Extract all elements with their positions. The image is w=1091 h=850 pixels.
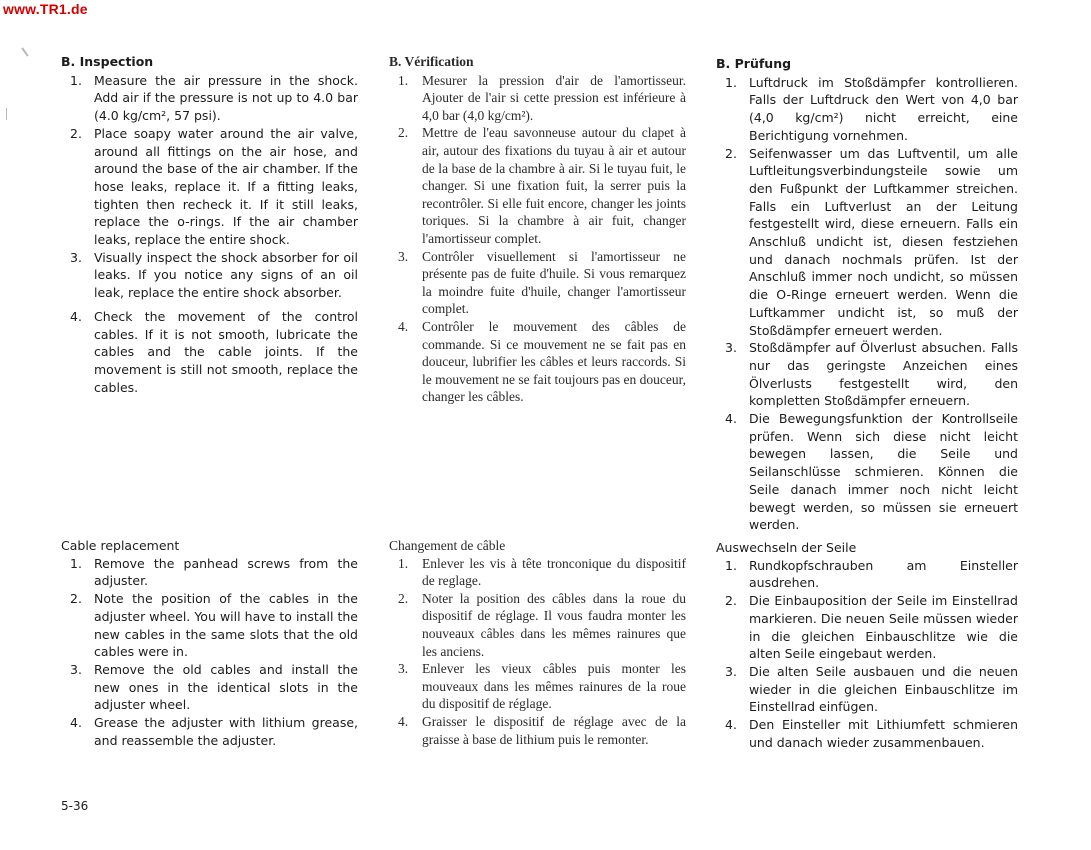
scan-speck bbox=[6, 108, 7, 120]
english-inspection-heading: B. Inspection bbox=[61, 54, 154, 69]
list-item: 4. Die Bewegungsfunktion der Kontrollseile prüfen. Wenn sich diese nicht leicht bewegen lassen, die Seile und Seilanschlüsse schmieren. Können die Seile danach immer noch nicht leicht bewegt werden, so müssen sie erneuert werden. bbox=[725, 411, 1018, 533]
list-item: 3. Stoßdämpfer auf Ölverlust absuchen. Falls nur das geringste Anzeichen eines Ölverlusts festgestellt wird, den kompletten Stoßdämpfer erneuern. bbox=[725, 340, 1018, 409]
english-cable-section bbox=[61, 537, 358, 749]
list-item: 4. Grease the adjuster with lithium grease, and reassemble the adjuster. bbox=[70, 715, 358, 748]
scan-speck bbox=[21, 47, 28, 56]
list-item: 2. Die Einbauposition der Seile im Einstellrad markieren. Die neuen Seile müssen wieder in die gleichen Einbauschlitze wie die alten Seile eingebaut werden. bbox=[725, 593, 1018, 662]
list-item: 1. Remove the panhead screws from the adjuster. bbox=[70, 555, 358, 589]
list-item: 3. Die alten Seile ausbauen und die neuen wieder in die gleichen Einbauschlitze im Einstellrad einfügen. bbox=[725, 663, 1018, 715]
list-item: 3. Enlever les vieux câbles puis monter les mouveaux dans les mêmes rainures de la roue du dispositif de réglage. bbox=[398, 661, 686, 712]
list-item: 3. Remove the old cables and install the new ones in the identical slots in the adjuster wheel. bbox=[70, 661, 358, 713]
list-item: 3. Visually inspect the shock absorber for oil leaks. If you notice any signs of an oil leak, replace the entire shock absorber. bbox=[70, 249, 358, 301]
english-cable-heading: Cable replacement bbox=[61, 538, 180, 553]
list-item: 1. Mesurer la pression d'air de l'amortisseur. Ajouter de l'air si cette pression est inférieure à 4,0 bar (4,0 kg/cm²). bbox=[398, 72, 686, 123]
list-item: 4. Den Einsteller mit Lithiumfett schmieren und danach wieder zusammenbauen. bbox=[725, 717, 1018, 750]
french-inspection-section bbox=[389, 53, 686, 406]
list-item: 2. Mettre de l'eau savonneuse autour du clapet à air, autour des fixations du tuyau à air et autour de la base de la chambre à air. Si le tuyau fuit, le changer. Si une fixation fuit, la serrer puis la recontrôler. Si elle fuit encore, changer les joints toriques. Si la chambre à air fuit, changer l'amortisseur complet. bbox=[398, 125, 686, 246]
german-inspection-heading: B. Prüfung bbox=[716, 56, 792, 71]
list-item: 1. Luftdruck im Stoßdämpfer kontrollieren. Falls der Luftdruck den Wert von 4,0 bar (4,0 kg/cm²) nicht erreicht, eine Berichtigung vornehmen. bbox=[725, 74, 1018, 143]
german-cable-list bbox=[716, 557, 1018, 752]
german-inspection-section bbox=[716, 55, 1018, 534]
watermark-text: www.TR1.de bbox=[3, 1, 88, 17]
page-number: 5-36 bbox=[61, 799, 89, 813]
german-cable-heading: Auswechseln der Seile bbox=[716, 540, 857, 555]
french-cable-list bbox=[389, 555, 686, 749]
french-inspection-list bbox=[389, 72, 686, 406]
list-item: 2. Note the position of the cables in the adjuster wheel. You will have to install the new cables in the same slots that the old cables were in. bbox=[70, 591, 358, 660]
list-item: 2. Seifenwasser um das Luftventil, um alle Luftleitungsverbindungsteile sowie um den Fußpunkt der Luftkammer streichen. Falls ein Luftverlust an der Leitung festgestellt wird, diese erneuern. Falls ein Anschluß undicht ist, diesen festziehen und danach nochmals prüfen. Ist der Anschluß immer noch undicht, so müssen die O-Ringe erneuert werden. Wenn die Luftkammer undicht ist, so muß der Stoßdämpfer erneuert werden. bbox=[725, 145, 1018, 338]
list-item: 3. Contrôler visuellement si l'amortisseur ne présente pas de fuite d'huile. Si vous remarquez la moindre fuite d'huile, changer l'amortisseur complet. bbox=[398, 248, 686, 317]
german-cable-section bbox=[716, 539, 1018, 751]
list-item: 4. Contrôler le mouvement des câbles de commande. Si ce mouvement ne se fait pas en douceur, lubrifier les câbles et leurs raccords. Si le mouvement ne se fait toujours pas en douceur, changer les câbles. bbox=[398, 318, 686, 405]
list-item: 4. Graisser le dispositif de réglage avec de la graisse à base de lithium puis le remonter. bbox=[398, 713, 686, 747]
list-item: 4. Check the movement of the control cables. If it is not smooth, lubricate the cables and the cable joints. If the movement is still not smooth, replace the cables. bbox=[70, 308, 358, 395]
list-item: 1. Measure the air pressure in the shock. Add air if the pressure is not up to 4.0 bar (4.0 kg/cm², 57 psi). bbox=[70, 72, 358, 124]
list-item: 1. Enlever les vis à tête tronconique du dispositif de reglage. bbox=[398, 555, 686, 589]
french-cable-heading: Changement de câble bbox=[389, 538, 506, 553]
list-item: 1. Rundkopfschrauben am Einsteller ausdrehen. bbox=[725, 557, 1018, 591]
french-cable-section bbox=[389, 537, 686, 748]
list-item: 2. Place soapy water around the air valve, around all fittings on the air hose, and around the base of the air chamber. If the hose leaks, replace it. If a fitting leaks, tighten then recheck it. If it still leaks, replace the o-rings. If the air chamber leaks, replace the entire shock. bbox=[70, 125, 358, 248]
german-inspection-list bbox=[716, 74, 1018, 534]
french-inspection-heading: B. Vérification bbox=[389, 54, 474, 69]
english-cable-list bbox=[61, 555, 358, 750]
english-inspection-section bbox=[61, 53, 358, 396]
english-inspection-list bbox=[61, 72, 358, 397]
list-item: 2. Noter la position des câbles dans la roue du dispositif de réglage. Il vous faudra monter les nouveaux câbles dans les mêmes rainures que les anciens. bbox=[398, 590, 686, 659]
